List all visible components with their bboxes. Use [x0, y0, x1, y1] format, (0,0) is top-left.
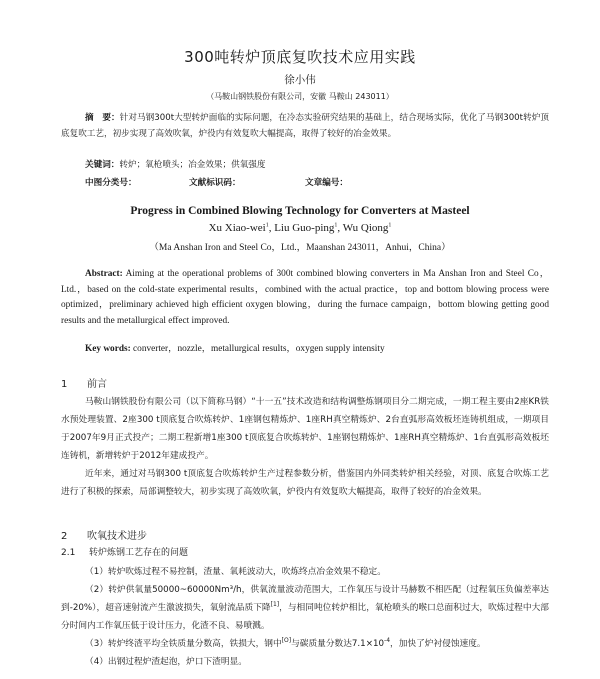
keywords-cn-label: 关键词： — [85, 160, 120, 170]
abstract-cn-text: 针对马钢300t大型转炉面临的实际问题，在冷态实验研究结果的基础上，结合现场实际，优化了马钢300t转炉顶底复吹工艺，初步实现了高效吹氧，炉役内有效复吹大幅提高，取得了较好的冶金效果。 — [61, 113, 549, 139]
problem-item-4: （4）出钢过程炉渣起泡，炉口下渣明显。 — [85, 657, 247, 667]
article-no-label: 文章编号： — [305, 178, 348, 188]
keywords-cn-text: 转炉；氧枪喷头；冶金效果；供氧强度 — [119, 160, 266, 170]
author-en-3-sup: 1 — [388, 222, 392, 229]
author-en-2-sup: 1 — [334, 222, 338, 229]
problem-item-3-text-a: （3）转炉终渣平均全铁质量分数高，铁损大，钢中 — [85, 639, 282, 649]
problem-item-3-sup-o: [O] — [281, 637, 292, 645]
section-1-number: 1 — [61, 379, 68, 390]
abstract-en-text: Aiming at the operational problems of 300t combined blowing converters in Ma Anshan Iron and Steel Co，Ltd.，based on the cold-state experimental results，combined with the actual practice，top and bottom blowing process were optimized，preliminary achieved high efficient oxygen blowing，during the furnace campaign，bottom blowing getting good results and the metallurgical effect improved. — [61, 269, 549, 326]
subsection-2-1-number: 2.1 — [61, 548, 76, 558]
paper-title-en: Progress in Combined Blowing Technology for Converters at Masteel — [130, 205, 470, 217]
subsection-2-1-heading — [61, 545, 188, 558]
abstract-cn — [61, 110, 549, 142]
abstract-cn-label: 摘 要： — [85, 113, 120, 123]
section-1-title: 前言 — [87, 379, 107, 390]
problem-item-3-text-b: 与碳质量分数达7.1×10 — [291, 639, 385, 649]
author-cn: 徐小伟 — [284, 74, 316, 86]
section-1-paragraph-1: 马鞍山钢铁股份有限公司（以下简称马钢）“十一五”技术改造和结构调整炼钢项目分二期完成，一期工程主要由2座KR铁水预处理装置、2座300 t顶底复合吹炼转炉、1座钢包精炼炉、1座RH真空精炼炉、2台直弧形高效板坯连铸机组成，一期项目于2007年9月正式投产；二期工程新增1座300 t顶底复合吹炼转炉、1座钢包精炼炉、1座RH真空精炼炉、1台直弧形高效板坯连铸机，新增转炉于2012年建成投产。 — [61, 397, 549, 461]
clc-label: 中图分类号： — [85, 178, 137, 188]
section-1-heading — [61, 375, 107, 390]
author-en-2: Liu Guo-ping — [274, 222, 335, 234]
author-sep-2: , — [337, 222, 343, 234]
problem-item-2-text-b: ，与相同吨位转炉相比，氧枪喷头的喉口总面积过大，吹炼过程中大部分时间内工作氧压低于设计压力，化渣不良、易喷溅。 — [61, 603, 549, 631]
section-2-heading — [61, 527, 147, 542]
paper-title-cn: 300吨转炉顶底复吹技术应用实践 — [184, 48, 416, 66]
keywords-en-label: Key words: — [85, 344, 131, 354]
keywords-cn — [85, 158, 266, 170]
section-2-number: 2 — [61, 531, 68, 542]
problem-item-3-sup-exp: -4 — [384, 637, 391, 645]
problem-item-3-text-c: ，加快了炉衬侵蚀速度。 — [390, 639, 486, 649]
affiliation-en: （Ma Anshan Iron and Steel Co，Ltd.，Maanshan 243011，Anhui，China） — [149, 243, 451, 253]
author-sep-1: , — [268, 222, 275, 234]
section-1-paragraph-2: 近年来，通过对马钢300 t顶底复合吹炼转炉生产过程参数分析，借鉴国内外同类转炉相关经验，对顶、底复合吹炼工艺进行了积极的探索，局部调整较大，初步实现了高效吹氧，炉役内有效复吹大幅提高，取得了较好的冶金效果。 — [61, 469, 549, 497]
problem-item-3 — [61, 635, 549, 653]
keywords-en-text: converter，nozzle，metallurgical results，oxygen supply intensity — [130, 344, 385, 354]
author-en-1: Xu Xiao-wei — [208, 222, 266, 234]
section-2-title: 吹氧技术进步 — [87, 531, 147, 542]
classification-line — [85, 176, 348, 188]
citation-ref-1: [1] — [270, 601, 280, 609]
problem-item-2 — [61, 581, 549, 635]
abstract-en — [61, 267, 549, 329]
problem-item-2-text-a: （2）转炉供氧量50000~60000Nm³/h，供氧流量波动范围大，工作氧压与设计马赫数不相匹配（过程氧压负偏差率达到-20%），超音速射流产生激波损失，氧射流品质下降 — [61, 585, 549, 613]
abstract-en-label: Abstract: — [85, 269, 123, 279]
problem-item-1: （1）转炉吹炼过程不易控制，渣量、氧耗波动大，吹炼终点冶金效果不稳定。 — [85, 567, 386, 577]
subsection-2-1-title: 转炉炼钢工艺存在的问题 — [89, 548, 189, 558]
authors-en — [0, 222, 600, 234]
author-en-3: Wu Qiong — [342, 222, 389, 234]
keywords-en — [85, 340, 555, 354]
author-en-1-sup: 1 — [265, 222, 269, 229]
doc-code-label: 文献标识码： — [189, 178, 241, 188]
affiliation-cn: （马鞍山钢铁股份有限公司，安徽 马鞍山 243011） — [206, 92, 394, 101]
